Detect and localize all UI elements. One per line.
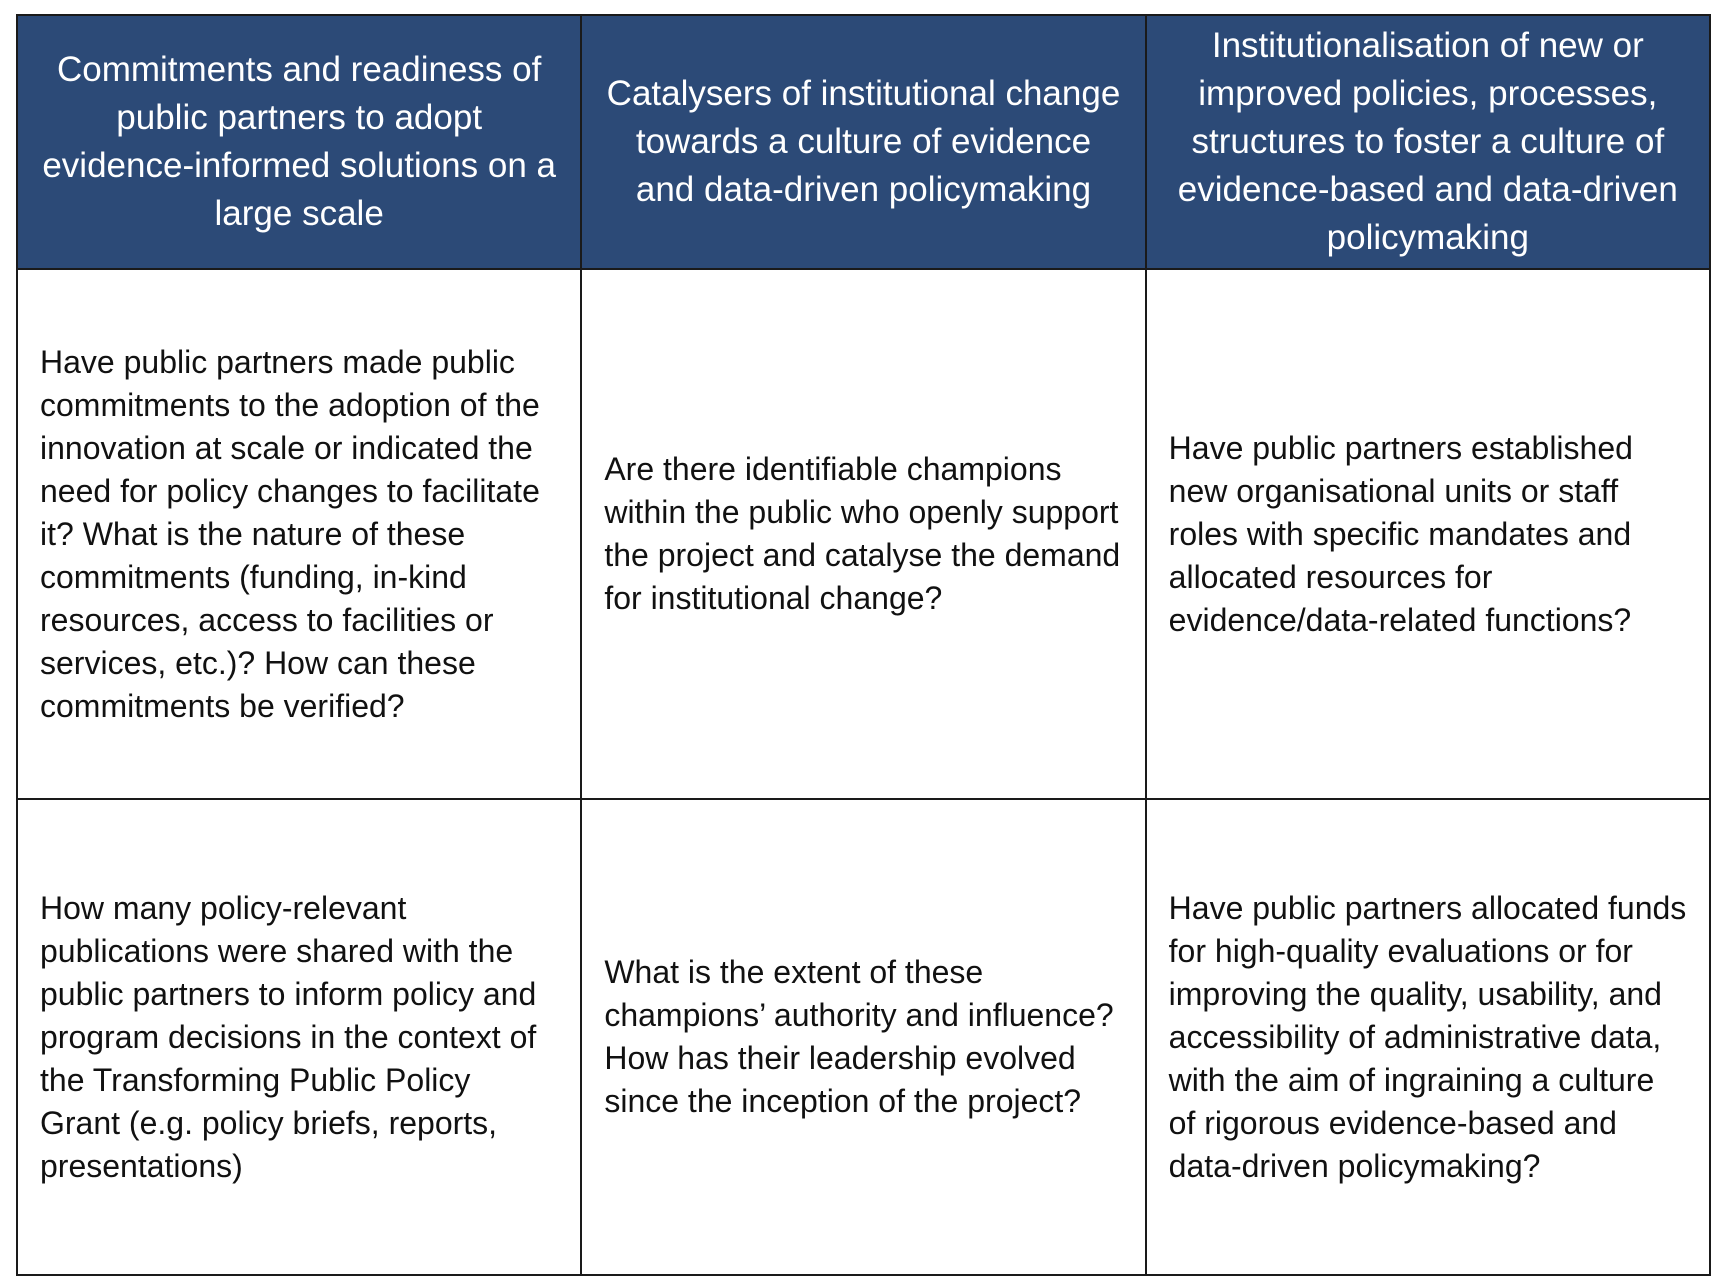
table-row xyxy=(17,799,1710,1275)
cell-identifiable-champions: Are there identifiable champions within the public who openly support the project and catalyse the demand for institutional change? xyxy=(581,269,1145,799)
cell-public-commitments: Have public partners made public commitments to the adoption of the innovation at scale or indicated the need for policy changes to facilitate it? What is the nature of these commitments (funding, in-kind resources, access to facilities or services, etc.)? How can these commitments be verified? xyxy=(17,269,581,799)
header-commitments-readiness: Commitments and readiness of public partners to adopt evidence-informed solutions on a large scale xyxy=(17,15,581,269)
cell-policy-publications: How many policy-relevant publications were shared with the public partners to inform policy and program decisions in the context of the Transforming Public Policy Grant (e.g. policy briefs, reports, presentations) xyxy=(17,799,581,1275)
header-institutionalisation: Institutionalisation of new or improved policies, processes, structures to foster a culture of evidence-based and data-driven policymaking xyxy=(1146,15,1710,269)
evidence-policy-table xyxy=(16,14,1711,1276)
cell-organisational-units: Have public partners established new organisational units or staff roles with specific mandates and allocated resources for evidence/data-related functions? xyxy=(1146,269,1710,799)
table-header xyxy=(17,15,1710,269)
cell-champion-authority: What is the extent of these champions’ authority and influence? How has their leadership evolved since the inception of the project? xyxy=(581,799,1145,1275)
header-row xyxy=(17,15,1710,269)
header-catalysers-change: Catalysers of institutional change towards a culture of evidence and data-driven policymaking xyxy=(581,15,1145,269)
table-body xyxy=(17,269,1710,1275)
cell-allocated-funds: Have public partners allocated funds for high-quality evaluations or for improving the quality, usability, and accessibility of administrative data, with the aim of ingraining a culture of rigorous evidence-based and data-driven policymaking? xyxy=(1146,799,1710,1275)
table-row xyxy=(17,269,1710,799)
